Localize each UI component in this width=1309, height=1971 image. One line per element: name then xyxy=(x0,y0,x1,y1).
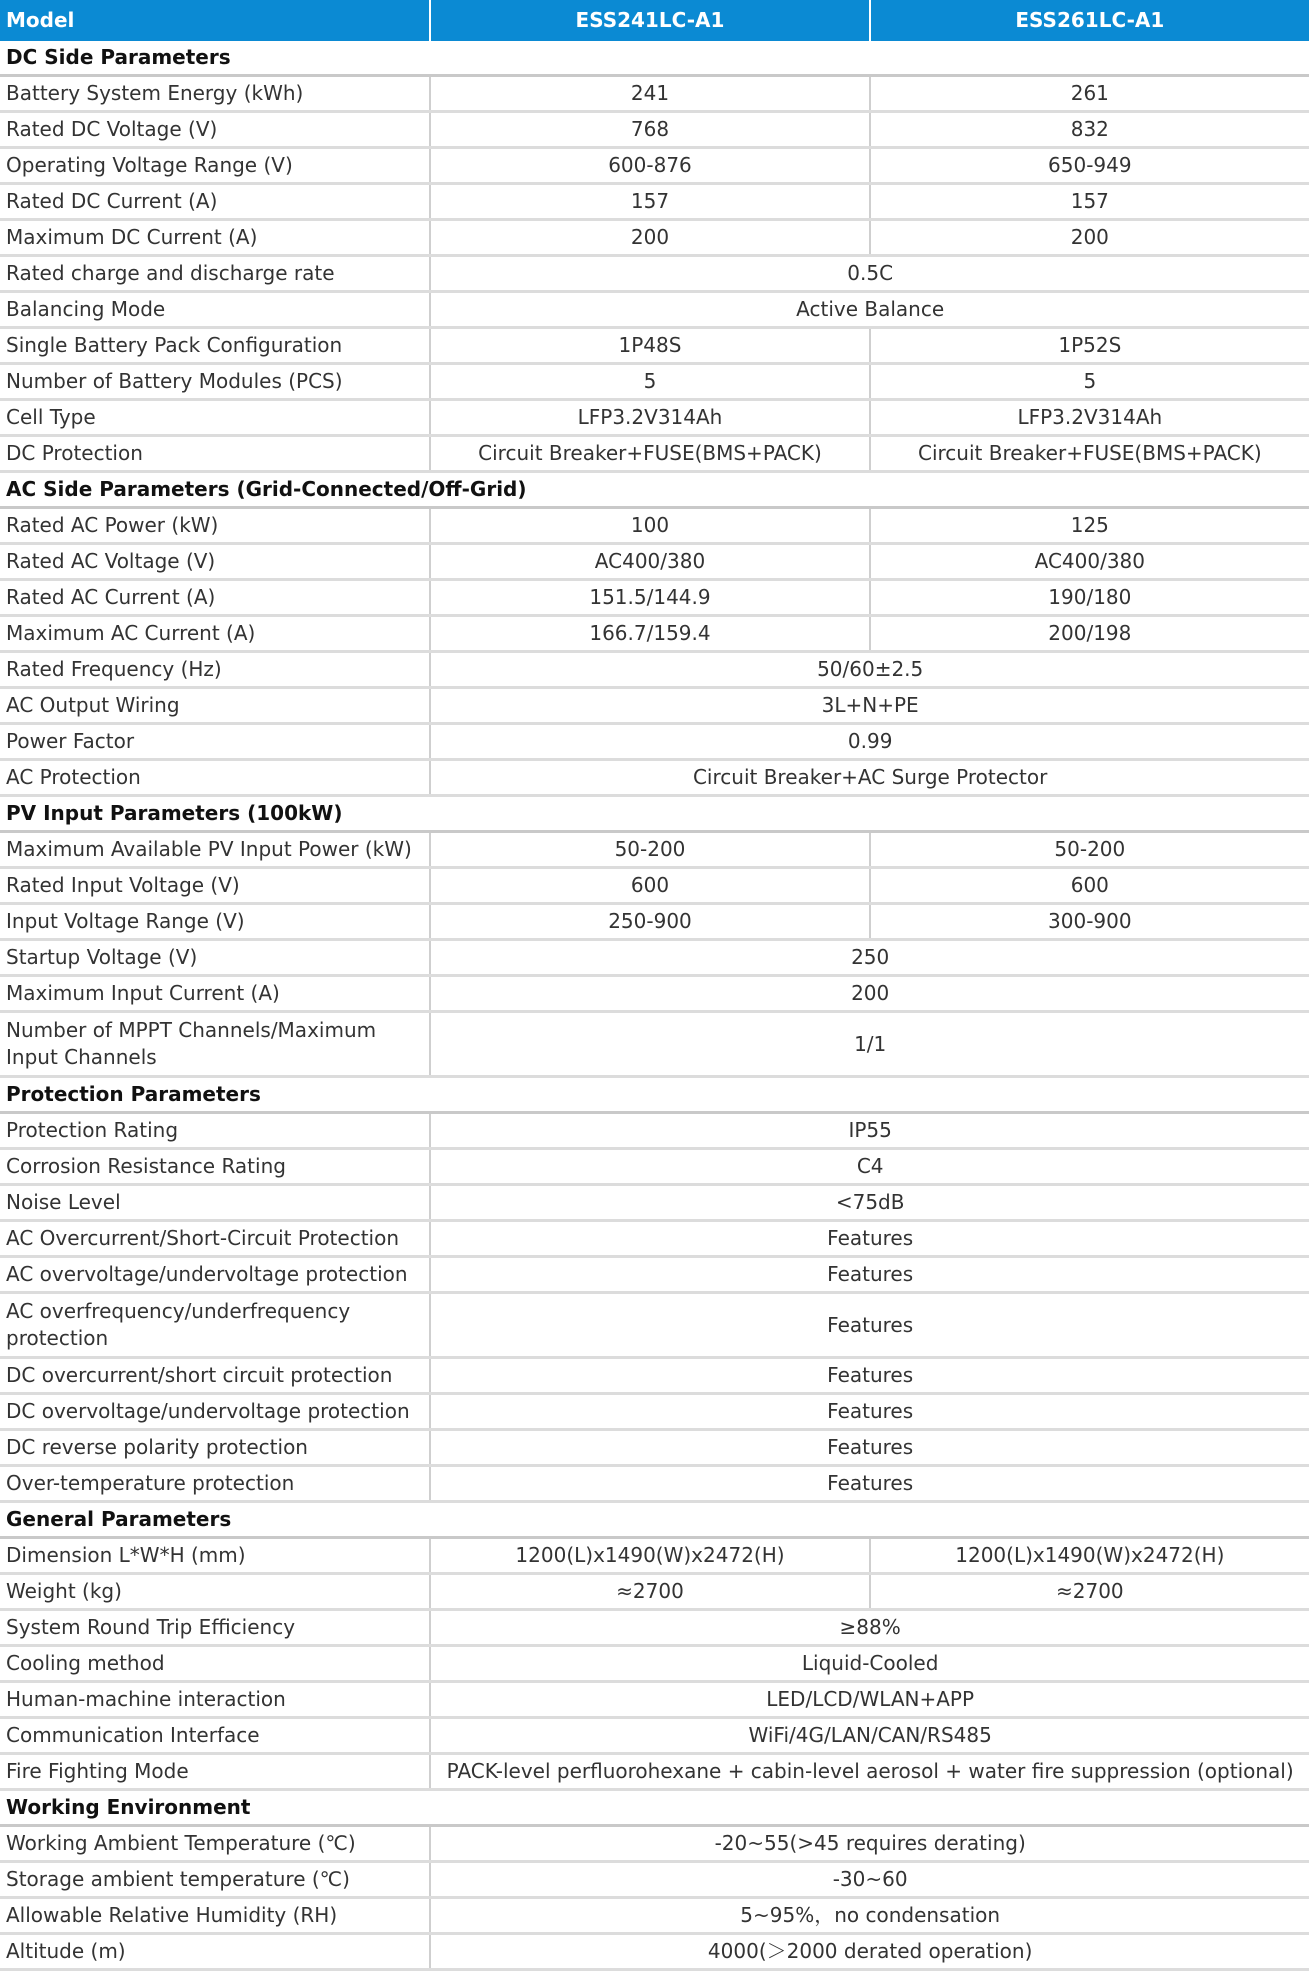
spec-label: Rated charge and discharge rate xyxy=(0,256,430,292)
spec-value-shared: Liquid-Cooled xyxy=(430,1646,1309,1682)
spec-value-shared: Features xyxy=(430,1466,1309,1502)
spec-value: 1200(L)x1490(W)x2472(H) xyxy=(870,1538,1309,1574)
spec-value: 200 xyxy=(430,220,869,256)
spec-row xyxy=(0,1221,1309,1257)
spec-label: Maximum AC Current (A) xyxy=(0,616,430,652)
spec-label: Battery System Energy (kWh) xyxy=(0,76,430,112)
spec-label: Human-machine interaction xyxy=(0,1682,430,1718)
header-label: Model xyxy=(0,0,430,41)
section-title: AC Side Parameters (Grid-Connected/Off-Grid) xyxy=(0,472,1309,508)
spec-value: 1200(L)x1490(W)x2472(H) xyxy=(430,1538,869,1574)
spec-value: 241 xyxy=(430,76,869,112)
spec-label: DC reverse polarity protection xyxy=(0,1430,430,1466)
spec-row xyxy=(0,1718,1309,1754)
spec-label: Allowable Relative Humidity (RH) xyxy=(0,1898,430,1934)
spec-label: Number of Battery Modules (PCS) xyxy=(0,364,430,400)
spec-value: 600 xyxy=(430,868,869,904)
spec-row xyxy=(0,1862,1309,1898)
spec-value-shared: 250 xyxy=(430,940,1309,976)
spec-label: Startup Voltage (V) xyxy=(0,940,430,976)
spec-value-shared: 1/1 xyxy=(430,1012,1309,1077)
section-header-row xyxy=(0,472,1309,508)
spec-row xyxy=(0,1466,1309,1502)
spec-row xyxy=(0,1682,1309,1718)
spec-value: 125 xyxy=(870,508,1309,544)
spec-label: Noise Level xyxy=(0,1185,430,1221)
spec-value: 1P52S xyxy=(870,328,1309,364)
spec-label: Rated AC Power (kW) xyxy=(0,508,430,544)
spec-row xyxy=(0,112,1309,148)
spec-label: Balancing Mode xyxy=(0,292,430,328)
spec-label: Single Battery Pack Configuration xyxy=(0,328,430,364)
spec-label: Over-temperature protection xyxy=(0,1466,430,1502)
spec-row xyxy=(0,1898,1309,1934)
spec-value-shared: PACK-level perfluorohexane + cabin-level aerosol + water fire suppression (optional) xyxy=(430,1754,1309,1790)
spec-label: Power Factor xyxy=(0,724,430,760)
spec-value: 5 xyxy=(870,364,1309,400)
spec-row xyxy=(0,544,1309,580)
spec-value: 250-900 xyxy=(430,904,869,940)
spec-value: LFP3.2V314Ah xyxy=(430,400,869,436)
section-header-row xyxy=(0,1502,1309,1538)
spec-value: 200 xyxy=(870,220,1309,256)
spec-value: 200/198 xyxy=(870,616,1309,652)
spec-value-shared: -20~55(>45 requires derating) xyxy=(430,1826,1309,1862)
spec-value-shared: Features xyxy=(430,1358,1309,1394)
spec-value: 261 xyxy=(870,76,1309,112)
spec-label: DC overcurrent/short circuit protection xyxy=(0,1358,430,1394)
spec-label: Communication Interface xyxy=(0,1718,430,1754)
spec-value-shared: Circuit Breaker+AC Surge Protector xyxy=(430,760,1309,796)
spec-row xyxy=(0,1394,1309,1430)
spec-value: 600 xyxy=(870,868,1309,904)
spec-label: Operating Voltage Range (V) xyxy=(0,148,430,184)
spec-row xyxy=(0,724,1309,760)
spec-label: Rated DC Voltage (V) xyxy=(0,112,430,148)
section-header-row xyxy=(0,41,1309,76)
section-title: DC Side Parameters xyxy=(0,41,1309,76)
spec-row xyxy=(0,364,1309,400)
spec-label: Maximum Input Current (A) xyxy=(0,976,430,1012)
spec-label: AC Overcurrent/Short-Circuit Protection xyxy=(0,1221,430,1257)
spec-value: AC400/380 xyxy=(870,544,1309,580)
header-row xyxy=(0,0,1309,41)
spec-row xyxy=(0,760,1309,796)
section-title: Working Environment xyxy=(0,1790,1309,1826)
spec-row xyxy=(0,1934,1309,1970)
section-header-row xyxy=(0,796,1309,832)
spec-row xyxy=(0,1293,1309,1358)
spec-label: Number of MPPT Channels/Maximum Input Channels xyxy=(0,1012,430,1077)
spec-row xyxy=(0,976,1309,1012)
spec-label: System Round Trip Efficiency xyxy=(0,1610,430,1646)
spec-label: Dimension L*W*H (mm) xyxy=(0,1538,430,1574)
spec-row xyxy=(0,1538,1309,1574)
spec-label: Corrosion Resistance Rating xyxy=(0,1149,430,1185)
spec-row xyxy=(0,1646,1309,1682)
spec-label: Altitude (m) xyxy=(0,1934,430,1970)
spec-row xyxy=(0,220,1309,256)
spec-label: AC Protection xyxy=(0,760,430,796)
spec-value-shared: 3L+N+PE xyxy=(430,688,1309,724)
spec-value: 157 xyxy=(430,184,869,220)
spec-value: 650-949 xyxy=(870,148,1309,184)
spec-value-shared: Active Balance xyxy=(430,292,1309,328)
spec-label: Cooling method xyxy=(0,1646,430,1682)
spec-row xyxy=(0,1113,1309,1149)
spec-value-shared: 200 xyxy=(430,976,1309,1012)
spec-row xyxy=(0,1826,1309,1862)
spec-row xyxy=(0,904,1309,940)
spec-label: AC Output Wiring xyxy=(0,688,430,724)
spec-label: AC overfrequency/underfrequency protection xyxy=(0,1293,430,1358)
spec-value-shared: 4000(＞2000 derated operation) xyxy=(430,1934,1309,1970)
spec-value-shared: Features xyxy=(430,1221,1309,1257)
spec-value: 5 xyxy=(430,364,869,400)
spec-value: 832 xyxy=(870,112,1309,148)
spec-value-shared: C4 xyxy=(430,1149,1309,1185)
spec-value: Circuit Breaker+FUSE(BMS+PACK) xyxy=(870,436,1309,472)
spec-label: Maximum Available PV Input Power (kW) xyxy=(0,832,430,868)
spec-row xyxy=(0,1430,1309,1466)
section-title: PV Input Parameters (100kW) xyxy=(0,796,1309,832)
spec-label: Rated Frequency (Hz) xyxy=(0,652,430,688)
spec-label: Weight (kg) xyxy=(0,1574,430,1610)
spec-row xyxy=(0,1257,1309,1293)
spec-label: Rated AC Voltage (V) xyxy=(0,544,430,580)
spec-label: AC overvoltage/undervoltage protection xyxy=(0,1257,430,1293)
spec-value-shared: Features xyxy=(430,1293,1309,1358)
spec-label: Input Voltage Range (V) xyxy=(0,904,430,940)
spec-row xyxy=(0,940,1309,976)
spec-value-shared: WiFi/4G/LAN/CAN/RS485 xyxy=(430,1718,1309,1754)
spec-value: 1P48S xyxy=(430,328,869,364)
spec-label: Working Ambient Temperature (℃) xyxy=(0,1826,430,1862)
spec-row xyxy=(0,436,1309,472)
section-title: Protection Parameters xyxy=(0,1077,1309,1113)
spec-value: 151.5/144.9 xyxy=(430,580,869,616)
spec-value: LFP3.2V314Ah xyxy=(870,400,1309,436)
spec-row xyxy=(0,1574,1309,1610)
section-header-row xyxy=(0,1077,1309,1113)
spec-label: Storage ambient temperature (℃) xyxy=(0,1862,430,1898)
spec-value-shared: ≥88% xyxy=(430,1610,1309,1646)
spec-label: Rated Input Voltage (V) xyxy=(0,868,430,904)
spec-label: DC Protection xyxy=(0,436,430,472)
spec-value: 100 xyxy=(430,508,869,544)
spec-value-shared: IP55 xyxy=(430,1113,1309,1149)
spec-value: 600-876 xyxy=(430,148,869,184)
spec-row xyxy=(0,1358,1309,1394)
spec-row xyxy=(0,148,1309,184)
spec-value: 166.7/159.4 xyxy=(430,616,869,652)
spec-row xyxy=(0,580,1309,616)
spec-label: Rated DC Current (A) xyxy=(0,184,430,220)
spec-value: 50-200 xyxy=(870,832,1309,868)
model-name: ESS241LC-A1 xyxy=(430,0,869,41)
spec-value: Circuit Breaker+FUSE(BMS+PACK) xyxy=(430,436,869,472)
spec-row xyxy=(0,292,1309,328)
spec-value: ≈2700 xyxy=(430,1574,869,1610)
spec-value: AC400/380 xyxy=(430,544,869,580)
model-name: ESS261LC-A1 xyxy=(870,0,1309,41)
spec-value-shared: 5~95%，no condensation xyxy=(430,1898,1309,1934)
spec-value-shared: <75dB xyxy=(430,1185,1309,1221)
spec-row xyxy=(0,1012,1309,1077)
spec-row xyxy=(0,184,1309,220)
spec-label: DC overvoltage/undervoltage protection xyxy=(0,1394,430,1430)
spec-value-shared: 0.99 xyxy=(430,724,1309,760)
spec-value-shared: Features xyxy=(430,1430,1309,1466)
spec-row xyxy=(0,652,1309,688)
spec-value-shared: LED/LCD/WLAN+APP xyxy=(430,1682,1309,1718)
spec-value-shared: 0.5C xyxy=(430,256,1309,292)
section-title: General Parameters xyxy=(0,1502,1309,1538)
spec-label: Rated AC Current (A) xyxy=(0,580,430,616)
spec-label: Maximum DC Current (A) xyxy=(0,220,430,256)
spec-row xyxy=(0,616,1309,652)
spec-value: 157 xyxy=(870,184,1309,220)
spec-value-shared: Features xyxy=(430,1257,1309,1293)
spec-row xyxy=(0,508,1309,544)
spec-row xyxy=(0,76,1309,112)
spec-row xyxy=(0,832,1309,868)
section-header-row xyxy=(0,1790,1309,1826)
spec-value-shared: 50/60±2.5 xyxy=(430,652,1309,688)
spec-value: 190/180 xyxy=(870,580,1309,616)
spec-row xyxy=(0,1610,1309,1646)
spec-row xyxy=(0,400,1309,436)
spec-label: Fire Fighting Mode xyxy=(0,1754,430,1790)
spec-row xyxy=(0,1149,1309,1185)
spec-row xyxy=(0,688,1309,724)
spec-row xyxy=(0,328,1309,364)
spec-row xyxy=(0,1185,1309,1221)
spec-row xyxy=(0,868,1309,904)
spec-row xyxy=(0,1754,1309,1790)
spec-value: 50-200 xyxy=(430,832,869,868)
spec-value-shared: -30~60 xyxy=(430,1862,1309,1898)
spec-row xyxy=(0,256,1309,292)
spec-label: Cell Type xyxy=(0,400,430,436)
spec-value: ≈2700 xyxy=(870,1574,1309,1610)
spec-value: 300-900 xyxy=(870,904,1309,940)
spec-label: Protection Rating xyxy=(0,1113,430,1149)
spec-value: 768 xyxy=(430,112,869,148)
spec-value-shared: Features xyxy=(430,1394,1309,1430)
